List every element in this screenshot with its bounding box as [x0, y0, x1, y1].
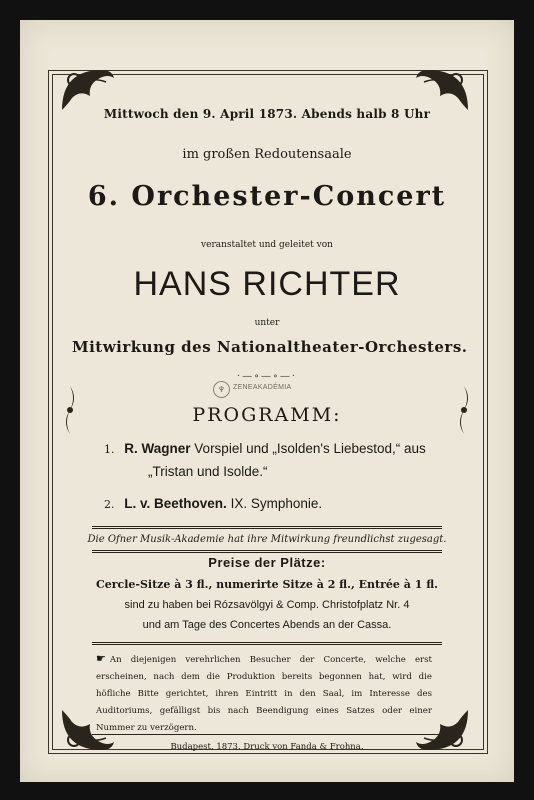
divider-rule	[92, 734, 442, 735]
divider-rule	[92, 642, 442, 645]
program-item-text: IX. Symphonie.	[230, 496, 323, 511]
prices-line: Cercle-Sitze à 3 fl., numerirte Sitze à 2 fl., Entrée à 1 fl.	[95, 578, 439, 591]
corner-ornament-top-right-icon	[414, 66, 470, 112]
program-item-1	[104, 441, 426, 456]
program-item-2	[104, 496, 322, 511]
akademie-note: Die Ofner Musik-Akademie hat ihre Mitwirkung freundlichst zugesagt.	[87, 534, 447, 545]
programm-heading: PROGRAMM:	[192, 404, 342, 426]
program-item-number: 2.	[104, 498, 115, 511]
concert-title: 6. Orchester-Concert	[87, 181, 447, 212]
divider-rule	[92, 526, 442, 529]
ticket-sales-line: sind zu haben bei Rózsavölgyi & Comp. Christofplatz Nr. 4	[124, 599, 410, 611]
box-office-line: und am Tage des Concertes Abends an der Cassa.	[142, 619, 392, 631]
library-stamp-icon: ♆	[213, 381, 230, 398]
library-stamp-text: ZENEAKADÉMIA	[233, 384, 292, 391]
program-item-number: 1.	[104, 443, 115, 456]
printer-imprint: Budapest, 1873. Druck von Fanda & Frohna.	[170, 742, 364, 752]
late-arrival-notice	[96, 650, 432, 737]
notice-text: An diejenigen verehrlichen Besucher der Concerte, welche erst erscheinen, nach dem die Produktion bereits begonnen hat, wird die höfliche Bitte gerichtet, ihren Eintritt in den Saal, im Interesse des Auditoriums, gefälligst bis nach Beendigung eines Satzes oder einer Nummer zu verzögern.	[96, 655, 432, 733]
pointing-hand-icon: ☛	[96, 652, 106, 665]
corner-ornament-top-left-icon	[60, 66, 116, 112]
conductor-name: HANS RICHTER	[133, 265, 401, 303]
under-word: unter	[254, 318, 280, 328]
program-item-composer: R. Wagner	[124, 441, 191, 456]
divider-ornament: ·—∘—∘—·	[236, 371, 298, 382]
organizer-line: veranstaltet und geleitet von	[201, 240, 333, 250]
program-item-text: Vorspiel und „Isolden's Liebestod,“ aus	[194, 441, 426, 456]
divider-rule	[92, 550, 442, 553]
orchestra-line: Mitwirkung des Nationaltheater-Orchesters.	[72, 338, 468, 356]
prices-heading: Preise der Plätze:	[208, 555, 326, 570]
program-item-composer: L. v. Beethoven.	[124, 496, 227, 511]
date-line: Mittwoch den 9. April 1873. Abends halb 8 Uhr	[103, 107, 431, 121]
program-item-1-continued: „Tristan und Isolde.“	[148, 464, 268, 479]
venue-line: im großen Redoutensaale	[182, 147, 352, 162]
